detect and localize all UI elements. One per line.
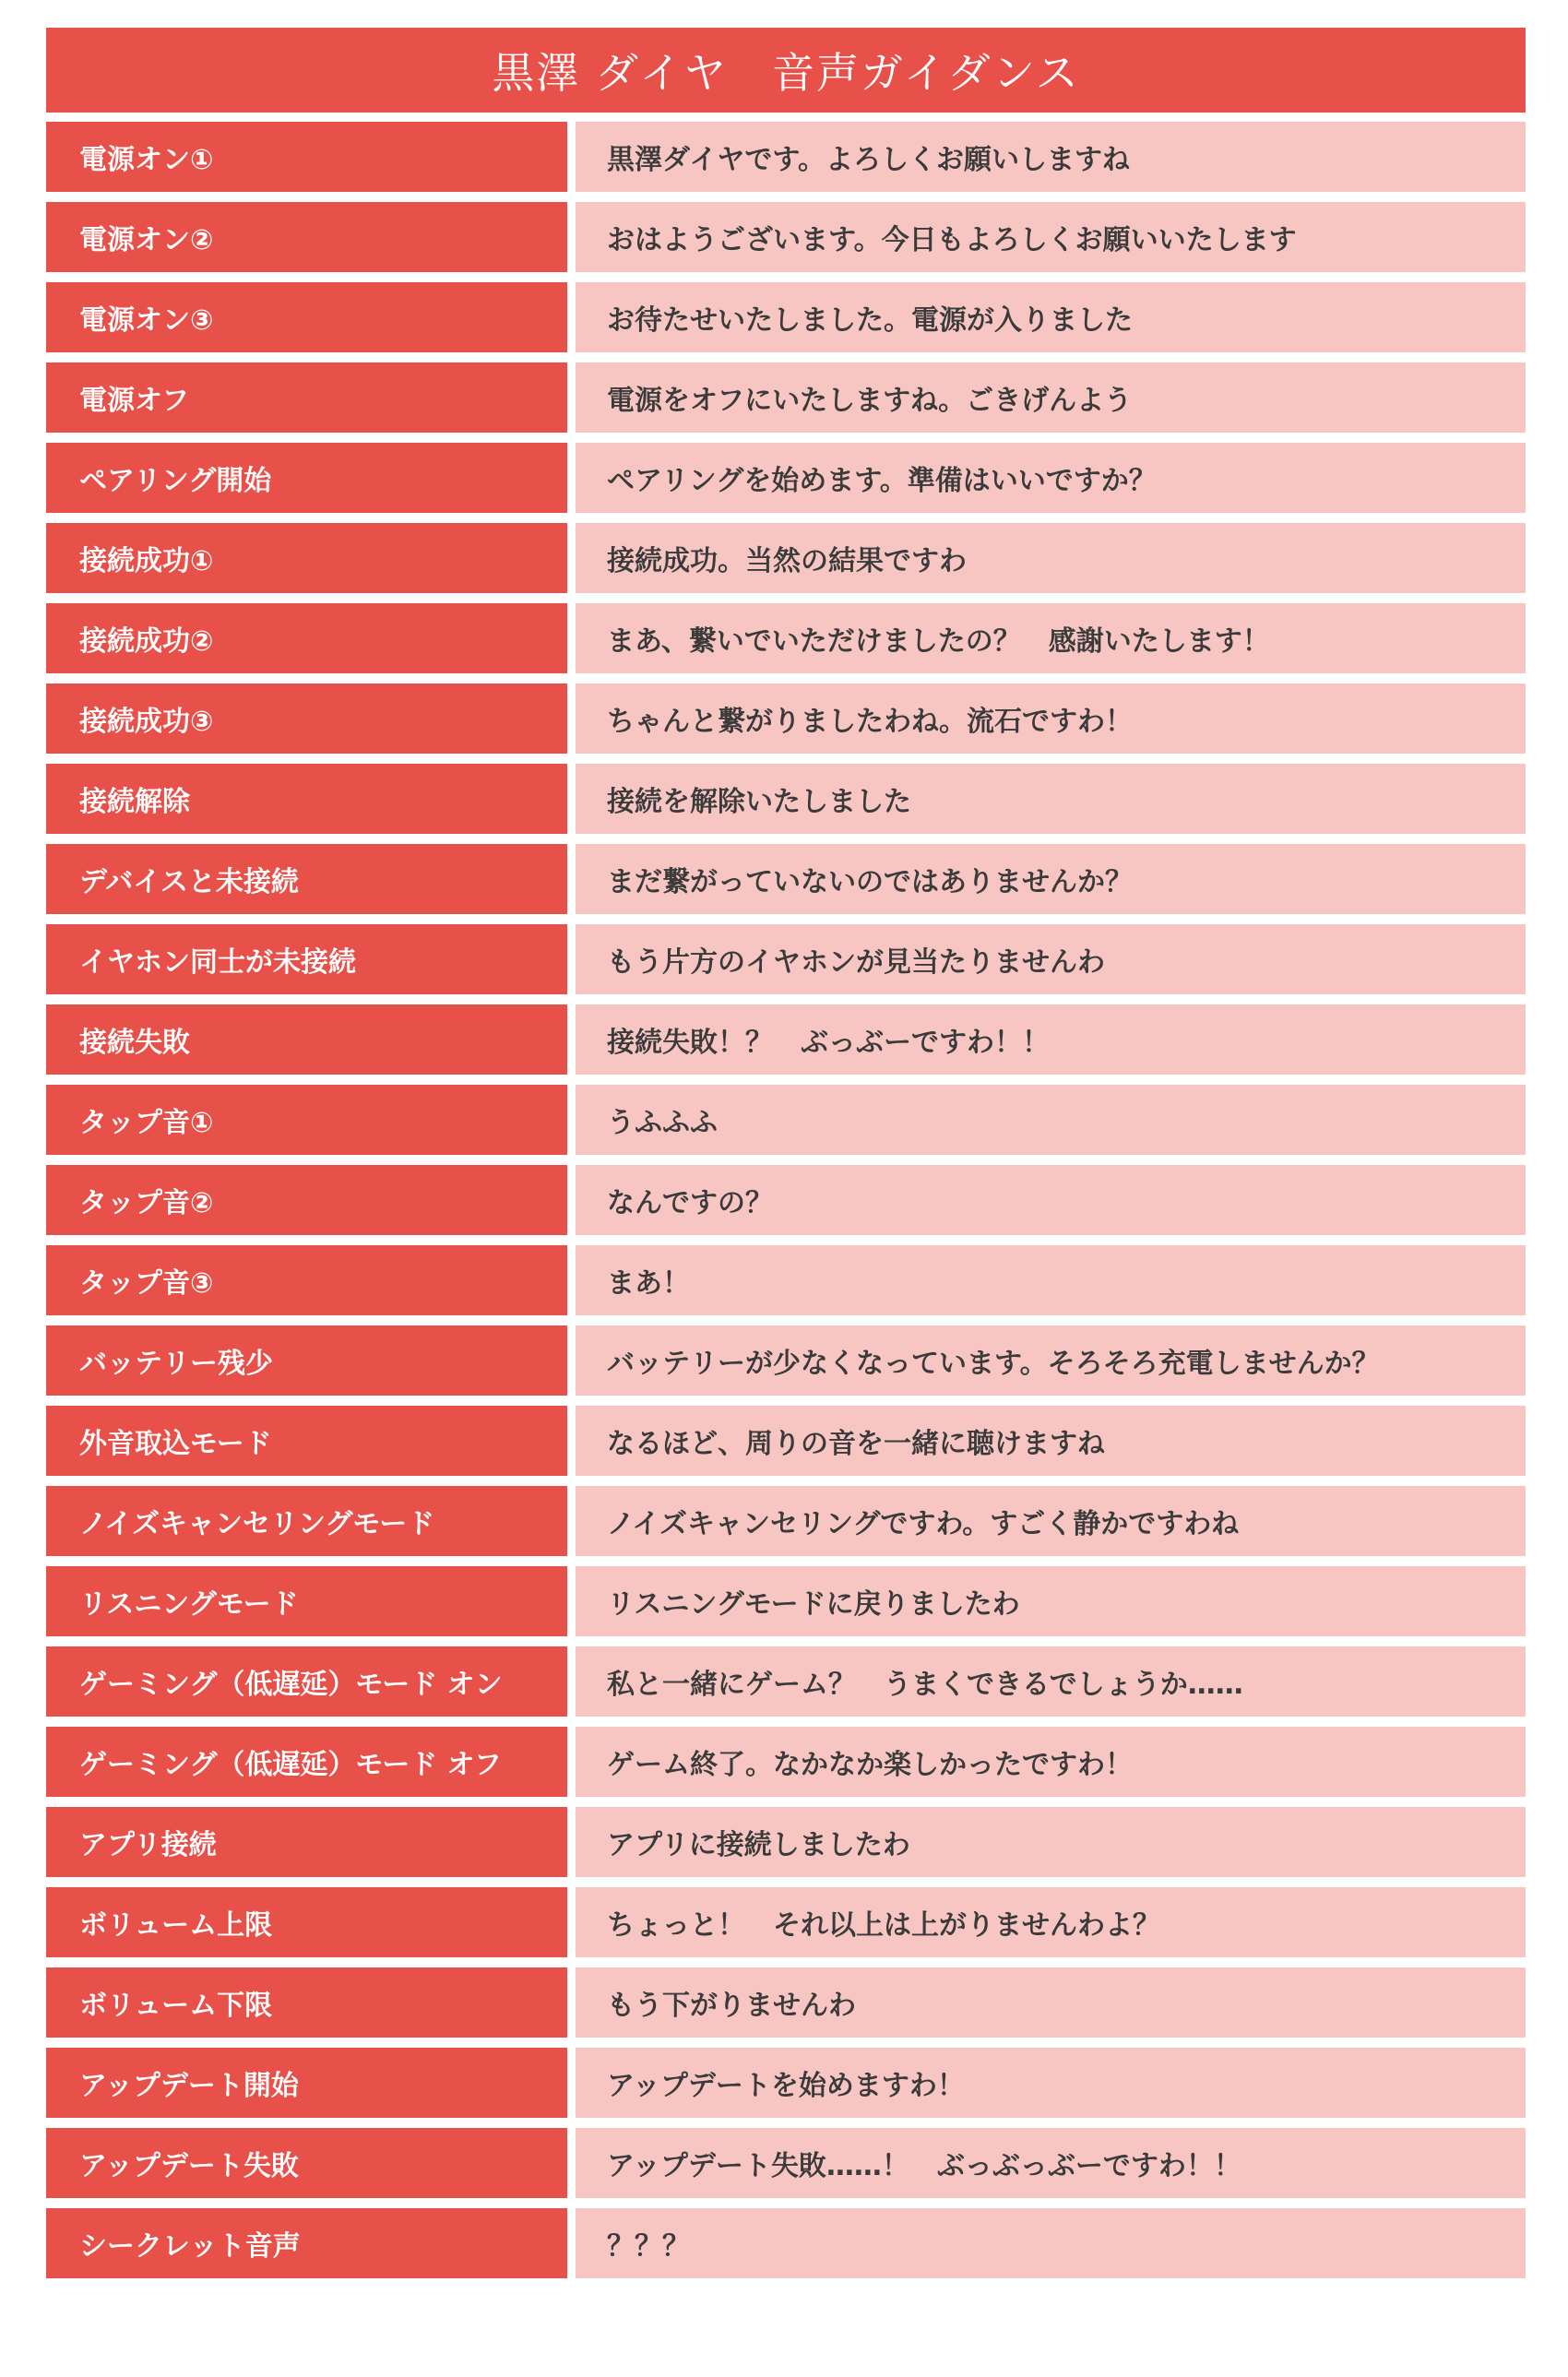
- row-divider: [567, 362, 576, 433]
- event-label: リスニングモード: [46, 1566, 567, 1636]
- voice-line-text: お待たせいたしました。電源が入りました: [576, 282, 1526, 352]
- guidance-table: [46, 122, 1526, 2288]
- row-divider: [567, 683, 576, 754]
- event-label: タップ音②: [46, 1165, 567, 1235]
- table-row: [46, 1967, 1526, 2038]
- event-label: 電源オン③: [46, 282, 567, 352]
- row-divider: [567, 523, 576, 593]
- event-label: 接続解除: [46, 764, 567, 834]
- voice-line-text: 接続を解除いたしました: [576, 764, 1526, 834]
- table-row: [46, 1406, 1526, 1476]
- event-label: 接続失敗: [46, 1004, 567, 1075]
- row-divider: [567, 1325, 576, 1396]
- table-row: [46, 2128, 1526, 2198]
- voice-line-text: バッテリーが少なくなっています。そろそろ充電しませんか？: [576, 1325, 1526, 1396]
- table-row: [46, 1165, 1526, 1235]
- event-label: ペアリング開始: [46, 443, 567, 513]
- row-divider: [567, 1486, 576, 1556]
- voice-line-text: ゲーム終了。なかなか楽しかったですわ！: [576, 1727, 1526, 1797]
- row-divider: [567, 443, 576, 513]
- voice-line-text: うふふふ: [576, 1085, 1526, 1155]
- event-label: 接続成功①: [46, 523, 567, 593]
- event-label: シークレット音声: [46, 2208, 567, 2278]
- event-label: 電源オン②: [46, 202, 567, 272]
- voice-line-text: ノイズキャンセリングですわ。すごく静かですわね: [576, 1486, 1526, 1556]
- row-divider: [567, 844, 576, 914]
- row-divider: [567, 924, 576, 994]
- row-divider: [567, 764, 576, 834]
- voice-line-text: ？？？: [576, 2208, 1526, 2278]
- table-row: [46, 1486, 1526, 1556]
- event-label: ボリューム上限: [46, 1887, 567, 1957]
- row-divider: [567, 1566, 576, 1636]
- table-row: [46, 122, 1526, 192]
- row-divider: [567, 1967, 576, 2038]
- row-divider: [567, 122, 576, 192]
- event-label: アップデート開始: [46, 2048, 567, 2118]
- event-label: ノイズキャンセリングモード: [46, 1486, 567, 1556]
- voice-line-text: おはようございます。今日もよろしくお願いいたします: [576, 202, 1526, 272]
- event-label: ゲーミング（低遅延）モード オフ: [46, 1727, 567, 1797]
- table-row: [46, 1646, 1526, 1717]
- voice-line-text: アップデートを始めますわ！: [576, 2048, 1526, 2118]
- table-row: [46, 1325, 1526, 1396]
- row-divider: [567, 1727, 576, 1797]
- table-row: [46, 1004, 1526, 1075]
- row-divider: [567, 1245, 576, 1315]
- event-label: タップ音③: [46, 1245, 567, 1315]
- row-divider: [567, 2128, 576, 2198]
- table-row: [46, 603, 1526, 673]
- row-divider: [567, 1406, 576, 1476]
- row-divider: [567, 2048, 576, 2118]
- table-row: [46, 282, 1526, 352]
- row-divider: [567, 1807, 576, 1877]
- voice-guidance-sheet: [46, 28, 1526, 2288]
- voice-line-text: 接続失敗！？ ぶっぶーですわ！！: [576, 1004, 1526, 1075]
- event-label: ゲーミング（低遅延）モード オン: [46, 1646, 567, 1717]
- event-label: アップデート失敗: [46, 2128, 567, 2198]
- table-row: [46, 683, 1526, 754]
- voice-line-text: ペアリングを始めます。準備はいいですか？: [576, 443, 1526, 513]
- table-row: [46, 2208, 1526, 2278]
- event-label: ボリューム下限: [46, 1967, 567, 2038]
- table-row: [46, 1245, 1526, 1315]
- row-divider: [567, 1004, 576, 1075]
- table-row: [46, 1807, 1526, 1877]
- voice-line-text: 電源をオフにいたしますね。ごきげんよう: [576, 362, 1526, 433]
- voice-line-text: なんですの？: [576, 1165, 1526, 1235]
- voice-line-text: 黒澤ダイヤです。よろしくお願いしますね: [576, 122, 1526, 192]
- voice-line-text: ちょっと！ それ以上は上がりませんわよ？: [576, 1887, 1526, 1957]
- event-label: バッテリー残少: [46, 1325, 567, 1396]
- event-label: イヤホン同士が未接続: [46, 924, 567, 994]
- voice-line-text: 接続成功。当然の結果ですわ: [576, 523, 1526, 593]
- table-row: [46, 362, 1526, 433]
- row-divider: [567, 603, 576, 673]
- table-row: [46, 523, 1526, 593]
- event-label: 接続成功②: [46, 603, 567, 673]
- table-row: [46, 1727, 1526, 1797]
- table-row: [46, 1566, 1526, 1636]
- voice-line-text: リスニングモードに戻りましたわ: [576, 1566, 1526, 1636]
- table-row: [46, 2048, 1526, 2118]
- event-label: 接続成功③: [46, 683, 567, 754]
- event-label: タップ音①: [46, 1085, 567, 1155]
- table-row: [46, 443, 1526, 513]
- event-label: デバイスと未接続: [46, 844, 567, 914]
- voice-line-text: アップデート失敗……！ ぶっぶっぶーですわ！！: [576, 2128, 1526, 2198]
- event-label: 電源オフ: [46, 362, 567, 433]
- row-divider: [567, 282, 576, 352]
- voice-line-text: まだ繋がっていないのではありませんか？: [576, 844, 1526, 914]
- voice-line-text: まあ！: [576, 1245, 1526, 1315]
- voice-line-text: アプリに接続しましたわ: [576, 1807, 1526, 1877]
- table-row: [46, 1085, 1526, 1155]
- table-row: [46, 764, 1526, 834]
- voice-line-text: なるほど、周りの音を一緒に聴けますね: [576, 1406, 1526, 1476]
- voice-line-text: もう下がりませんわ: [576, 1967, 1526, 2038]
- event-label: 外音取込モード: [46, 1406, 567, 1476]
- row-divider: [567, 1085, 576, 1155]
- row-divider: [567, 1646, 576, 1717]
- page-title: 黒澤 ダイヤ 音声ガイダンス: [46, 28, 1526, 113]
- table-row: [46, 1887, 1526, 1957]
- voice-line-text: ちゃんと繋がりましたわね。流石ですわ！: [576, 683, 1526, 754]
- voice-line-text: 私と一緒にゲーム？ うまくできるでしょうか……: [576, 1646, 1526, 1717]
- row-divider: [567, 1165, 576, 1235]
- event-label: アプリ接続: [46, 1807, 567, 1877]
- voice-line-text: もう片方のイヤホンが見当たりませんわ: [576, 924, 1526, 994]
- table-row: [46, 924, 1526, 994]
- row-divider: [567, 2208, 576, 2278]
- row-divider: [567, 202, 576, 272]
- table-row: [46, 844, 1526, 914]
- voice-line-text: まあ、繋いでいただけましたの？ 感謝いたします！: [576, 603, 1526, 673]
- table-row: [46, 202, 1526, 272]
- row-divider: [567, 1887, 576, 1957]
- event-label: 電源オン①: [46, 122, 567, 192]
